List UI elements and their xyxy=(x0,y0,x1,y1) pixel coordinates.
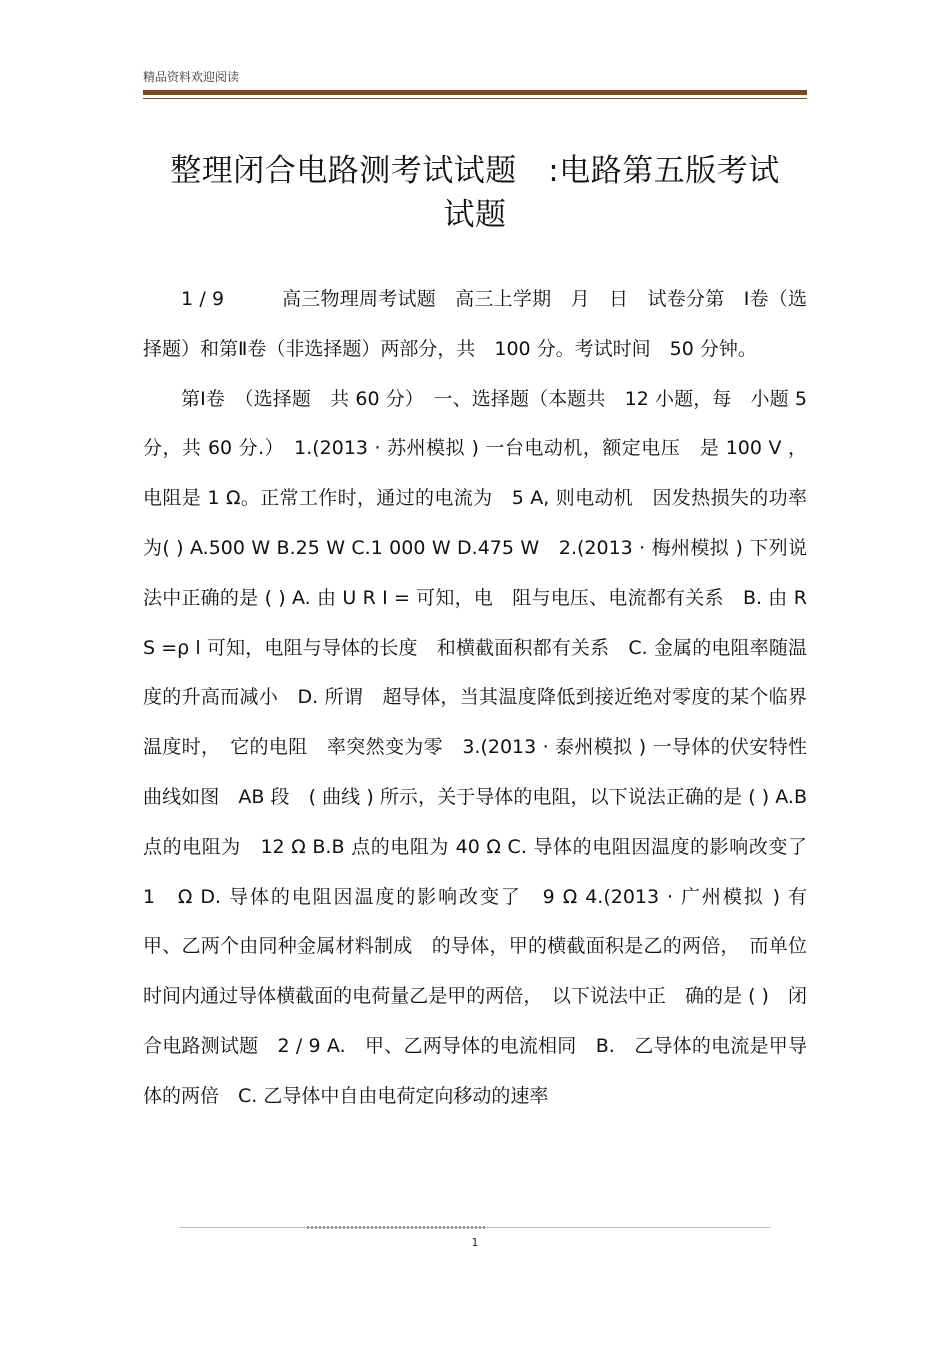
title-line-1: 整理闭合电路测考试试题 :电路第五版考试 xyxy=(170,152,780,189)
document-title xyxy=(143,149,807,237)
body-paragraph-2: 第Ⅰ卷 （选择题 共 60 分） 一、选择题（本题共 12 小题，每 小题 5 分，共 60 分.） 1.(2013 · 苏州模拟 ) 一台电动机，额定电压 是 100 V ，电阻是 1 Ω。正常工作时，通过的电流为 5 A, 则电动机 因发热损失的功率为( ) A.500 W B.25 W C.1 000 W D.475 W 2.(2013 · 梅州模拟 ) 下列说法中正确的是 ( ) A. 由 U R I = 可知，电 阻与电压、电流都有关系 B. 由 R S =ρ l 可知，电阻与导体的长度 和横截面积都有关系 C. 金属的电阻率随温度的升高而减小 D. 所谓 超导体，当其温度降低到接近绝对零度的某个临界温度时， 它的电阻 率突然变为零 3.(2013 · 泰州模拟 ) 一导体的伏安特性曲线如图 AB 段 ( 曲线 ) 所示，关于导体的电阻，以下说法正确的是 ( ) A.B 点的电阻为 12 Ω B.B 点的电阻为 40 Ω C. 导体的电阻因温度的影响改变了 1 Ω D. 导体的电阻因温度的影响改变了 9 Ω 4.(2013 · 广州模拟 ) 有 甲、乙两个由同种金属材料制成 的导体，甲的横截面积是乙的两倍， 而单位时间内通过导体横截面的电荷量乙是甲的两倍， 以下说法中正 确的是 ( ) 闭合电路测试题 2 / 9 A. 甲、乙两导体的电流相同 B. 乙导体的电流是甲导体的两倍 C. 乙导体中自由电荷定向移动的速率 xyxy=(143,387,827,1107)
body-paragraph-1: 1 / 9 高三物理周考试题 高三上学期 月 日 试卷分第 Ⅰ卷（选择题）和第Ⅱ卷（非选择题）两部分，共 100 分。考试时间 50 分钟。 xyxy=(143,288,807,360)
header-rule-thick xyxy=(143,90,807,95)
title-line-2: 试题 xyxy=(443,196,507,233)
page-number: 1 xyxy=(471,1236,479,1249)
header-label: 精品资料欢迎阅读 xyxy=(143,70,240,84)
header-rule-thin xyxy=(143,98,807,99)
footer-rule-dots xyxy=(307,1226,487,1229)
document-body xyxy=(143,275,827,1122)
